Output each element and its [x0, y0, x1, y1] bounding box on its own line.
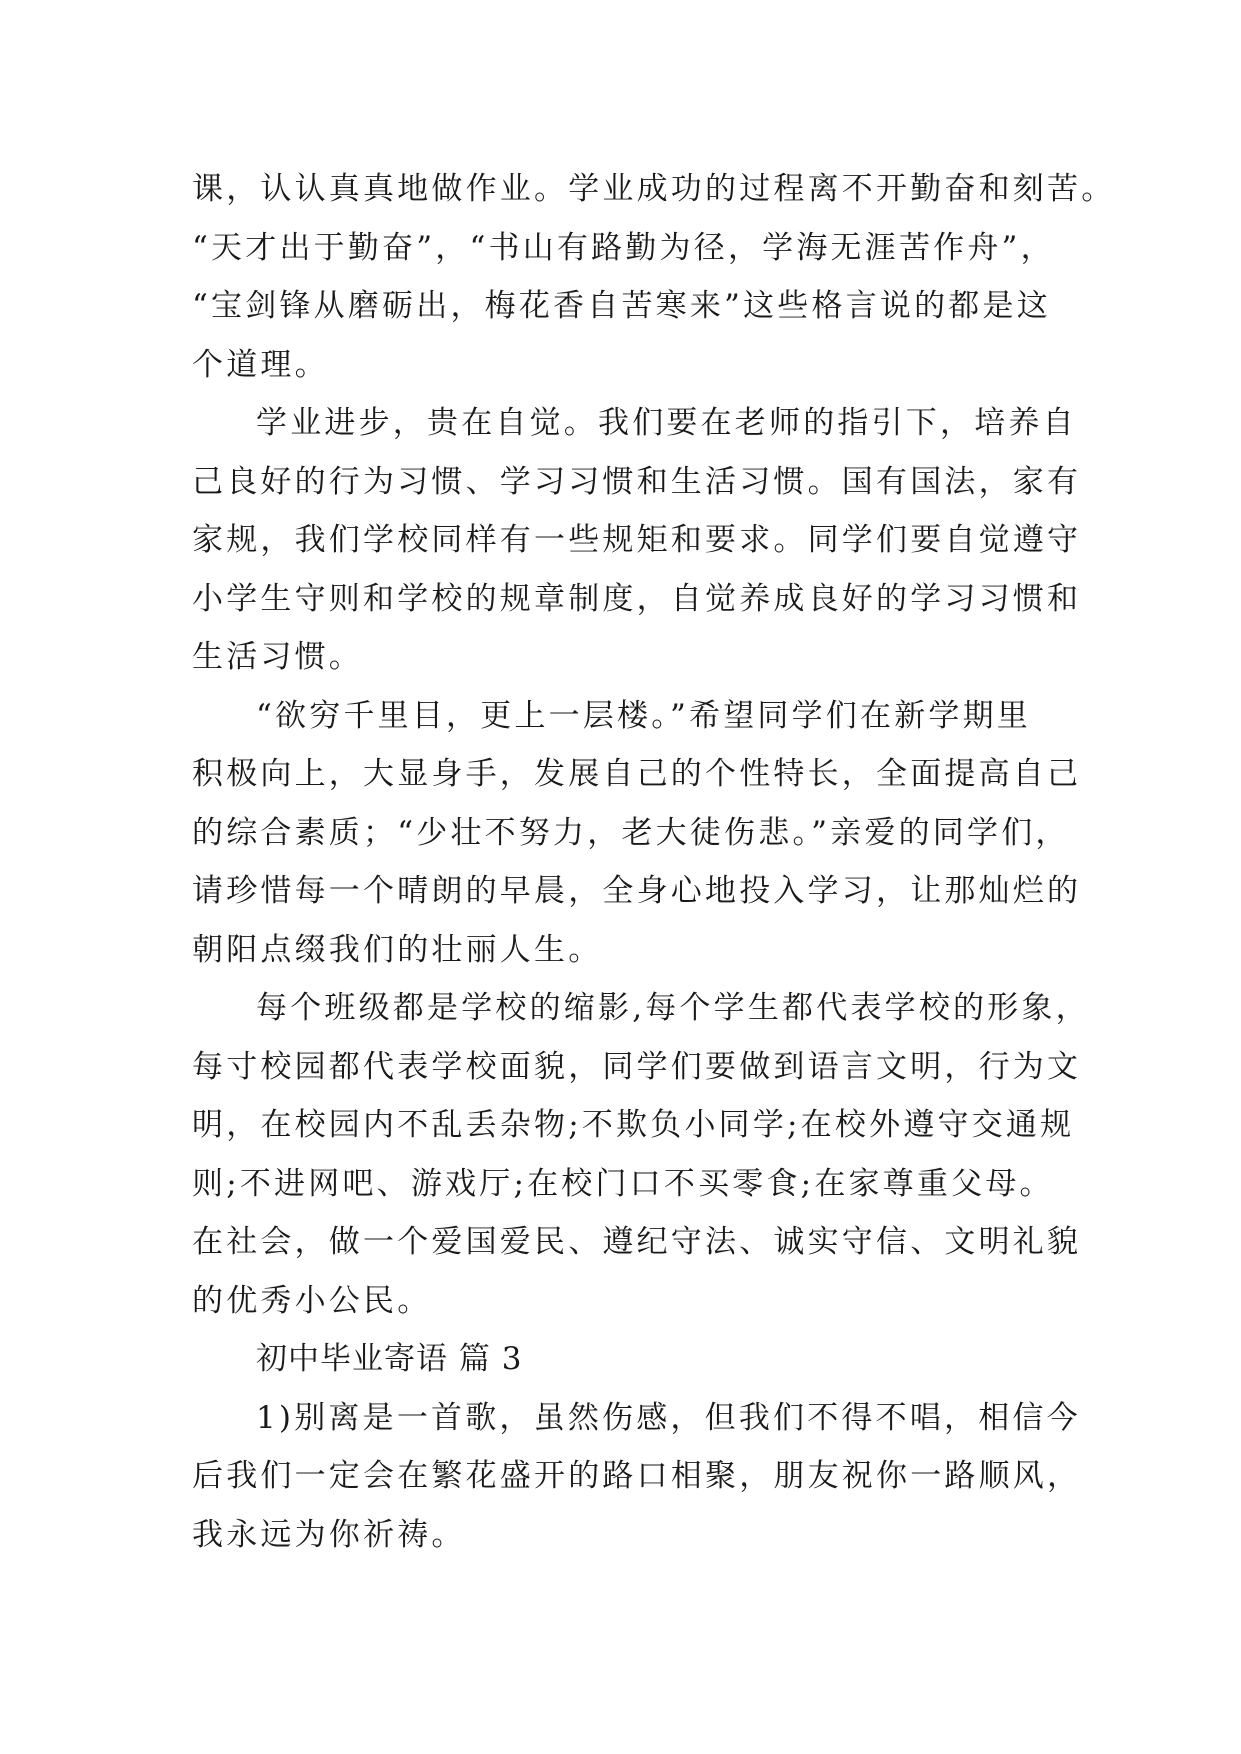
paragraph-line: 课，认认真真地做作业。学业成功的过程离不开勤奋和刻苦。 — [192, 171, 1116, 207]
paragraph-line: 后我们一定会在繁花盛开的路口相聚，朋友祝你一路顺风， — [192, 1458, 1082, 1494]
document-body — [192, 160, 1116, 1564]
paragraph-line: 的综合素质；“少壮不努力，老大徒伤悲。”亲爱的同学们， — [192, 814, 1070, 851]
paragraph-line: 明，在校园内不乱丢杂物;不欺负小同学;在校外遵守交通规 — [192, 1107, 1075, 1143]
paragraph-line: 则;不进网吧、游戏厅;在校门口不买零食;在家尊重父母。 — [192, 1165, 1054, 1202]
paragraph-line: 的优秀小公民。 — [192, 1282, 432, 1319]
paragraph-line: 1)别离是一首歌，虽然伤感，但我们不得不唱，相信今 — [256, 1399, 1081, 1436]
paragraph-line: 家规，我们学校同样有一些规矩和要求。同学们要自觉遵守 — [192, 522, 1082, 558]
paragraph-line: 己良好的行为习惯、学习习惯和生活习惯。国有国法，家有 — [192, 463, 1082, 500]
paragraph-line: “天才出于勤奋”，“书山有路勤为径，学海无涯苦作舟”， — [192, 229, 1055, 266]
paragraph-line: 在社会，做一个爱国爱民、遵纪守法、诚实守信、文明礼貌 — [192, 1224, 1082, 1260]
paragraph-line: 生活习惯。 — [192, 639, 363, 675]
paragraph-line: 小学生守则和学校的规章制度，自觉养成良好的学习习惯和 — [192, 580, 1082, 617]
paragraph-line: 每寸校园都代表学校面貌，同学们要做到语言文明，行为文 — [192, 1048, 1082, 1085]
paragraph-line: “欲穷千里目，更上一层楼。”希望同学们在新学期里 — [256, 697, 1031, 734]
paragraph-line: 请珍惜每一个晴朗的早晨，全身心地投入学习，让那灿烂的 — [192, 873, 1082, 909]
paragraph-line: 每个班级都是学校的缩影,每个学生都代表学校的形象， — [256, 990, 1090, 1026]
paragraph-line: 积极向上，大显身手，发展自己的个性特长，全面提高自己 — [192, 756, 1082, 792]
paragraph-line: 我永远为你祈祷。 — [192, 1516, 466, 1553]
paragraph-line: 学业进步，贵在自觉。我们要在老师的指引下，培养自 — [256, 405, 1077, 441]
paragraph-line: 朝阳点缀我们的壮丽人生。 — [192, 931, 603, 968]
paragraph-line: “宝剑锋从磨砺出，梅花香自苦寒来”这些格言说的都是这 — [192, 288, 1051, 324]
paragraph-line: 个道理。 — [192, 346, 329, 383]
section-heading: 初中毕业寄语 篇 3 — [256, 1341, 523, 1377]
